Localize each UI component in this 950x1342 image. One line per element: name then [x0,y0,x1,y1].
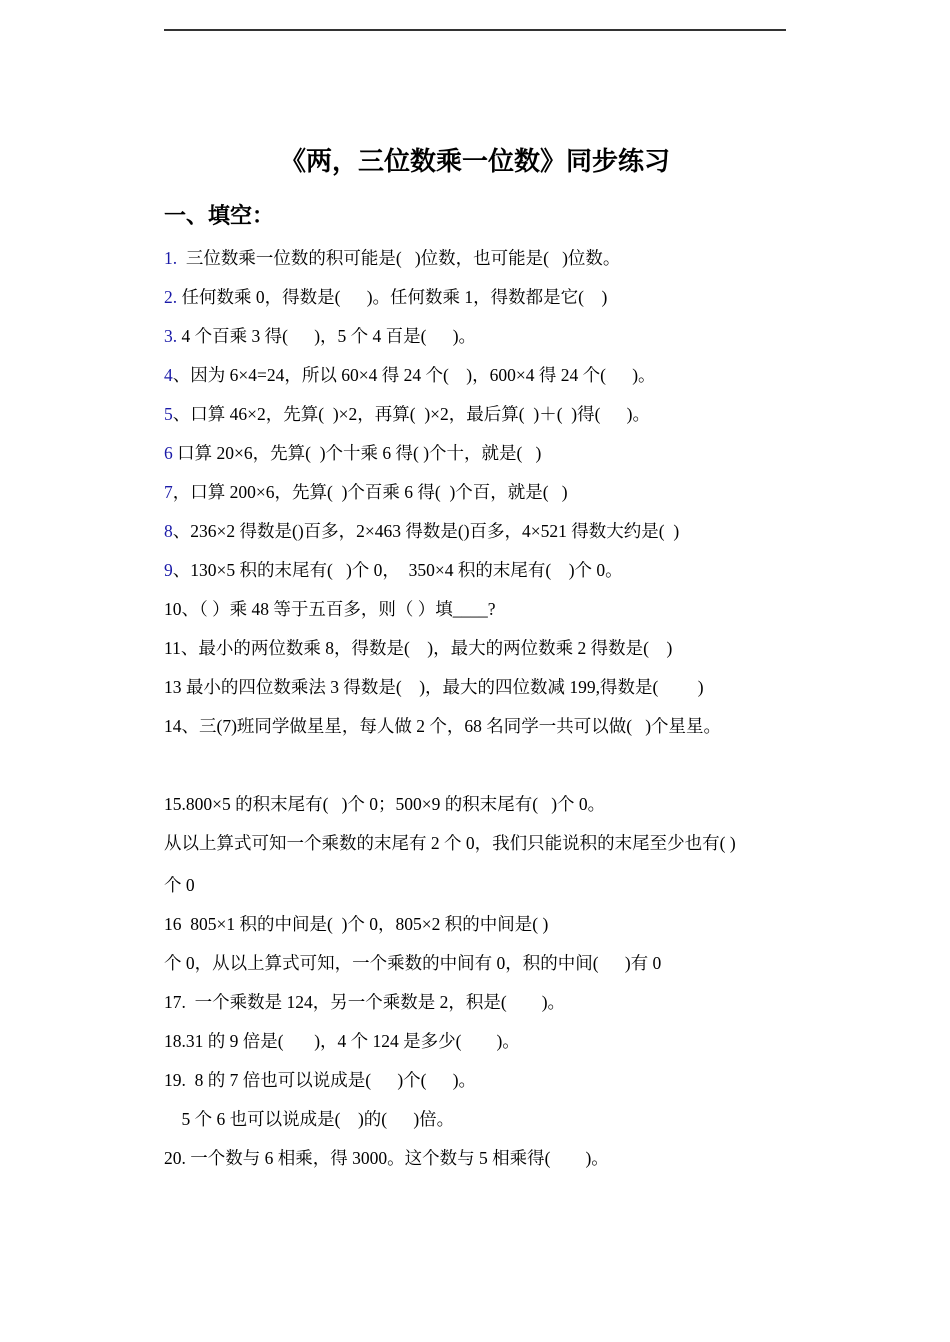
question-text: 10、（ ）乘 48 等于五百多，则（ ）填____? [164,599,496,619]
question-line [164,363,656,387]
question-line [164,519,679,543]
header-rule [164,29,786,31]
question-line [164,792,605,816]
question-line [164,324,476,348]
question-line [164,1029,520,1053]
question-line [164,831,736,855]
question-text: ，口算 200×6，先算( )个百乘 6 得( )个百，就是( ) [172,482,568,502]
page-title: 《两，三位数乘一位数》同步练习 [279,147,670,177]
question-text: 14、三(7)班同学做星星，每人做 2 个，68 名同学一共可以做( )个星星。 [164,716,722,736]
question-text: 、236×2 得数是()百多，2×463 得数是()百多，4×521 得数大约是( ) [172,521,680,541]
question-line [164,873,195,897]
question-text: 口算 20×6，先算( )个十乘 6 得( )个十，就是( ) [172,443,542,463]
question-line [164,1146,609,1170]
question-text: 任何数乘 0，得数是( )。任何数乘 1，得数都是它( ) [177,287,608,307]
question-line [164,714,721,738]
question-text: 从以上算式可知一个乘数的末尾有 2 个 0，我们只能说积的末尾至少也有( ) [164,833,736,853]
question-number: 8 [164,521,173,541]
question-line [164,246,620,270]
question-line [164,636,672,660]
question-text: 、因为 6×4=24，所以 60×4 得 24 个( )，600×4 得 24 个( )。 [172,365,656,385]
question-number: 6 [164,443,173,463]
question-number: 4 [164,365,173,385]
question-text: 、口算 46×2，先算( )×2，再算( )×2，最后算( )＋( )得( )。 [172,404,651,424]
question-text: 17. 一个乘数是 124，另一个乘数是 2，积是( )。 [164,992,566,1012]
question-text: 4 个百乘 3 得( )，5 个 4 百是( )。 [177,326,477,346]
section-heading: 一、填空： [164,204,275,229]
question-text: 个 0，从以上算式可知，一个乘数的中间有 0，积的中间( )有 0 [164,953,662,973]
question-text: 20. 一个数与 6 相乘，得 3000。这个数与 5 相乘得( )。 [164,1148,609,1168]
question-text: 19. 8 的 7 倍也可以说成是( )个( )。 [164,1070,477,1090]
question-line [164,402,650,426]
question-text: 16 805×1 积的中间是( )个 0，805×2 积的中间是( ) [164,914,549,934]
question-line [164,285,607,309]
question-line [164,912,548,936]
question-text: 15.800×5 的积末尾有( )个 0；500×9 的积末尾有( )个 0。 [164,794,606,814]
question-line [164,990,565,1014]
question-line [164,1068,476,1092]
question-line [164,441,541,465]
question-number: 2. [164,287,178,307]
question-number: 7 [164,482,173,502]
question-text: 个 0 [164,875,195,895]
question-text: 11、最小的两位数乘 8，得数是( )，最大的两位数乘 2 得数是( ) [164,638,673,658]
question-text: 5 个 6 也可以说成是( )的( )倍。 [164,1109,455,1129]
question-text: 18.31 的 9 倍是( )，4 个 124 是多少( )。 [164,1031,520,1051]
question-line [164,675,704,699]
question-number: 9 [164,560,173,580]
question-line [164,1107,454,1131]
question-line [164,558,623,582]
question-number: 3. [164,326,178,346]
question-text: 13 最小的四位数乘法 3 得数是( )，最大的四位数减 199,得数是( ) [164,677,704,697]
question-line [164,597,496,621]
question-text: 、130×5 积的末尾有( )个 0， 350×4 积的末尾有( )个 0。 [172,560,623,580]
question-line [164,480,568,504]
question-number: 1. [164,248,178,268]
question-line [164,951,661,975]
question-number: 5 [164,404,173,424]
question-text: 三位数乘一位数的积可能是( )位数，也可能是( )位数。 [177,248,621,268]
